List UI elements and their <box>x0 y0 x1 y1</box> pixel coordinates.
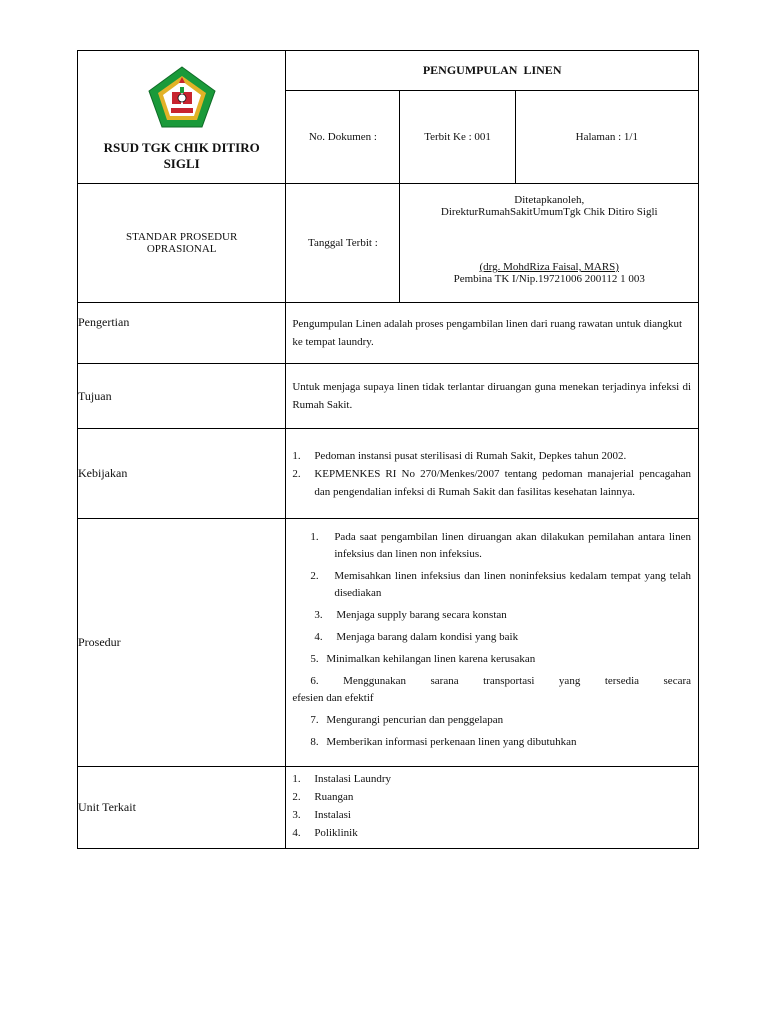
list-item: 7. Mengurangi pencurian dan penggelapan <box>310 714 504 726</box>
pengertian-label: Pengertian <box>78 303 286 364</box>
halaman-label: Halaman : 1/1 <box>515 91 698 184</box>
list-item: 2. Ruangan <box>292 791 354 803</box>
kebijakan-list <box>286 447 698 501</box>
list-item: 5. Minimalkan kehilangan linen karena kerusakan <box>310 653 536 665</box>
list-item: 6. Menggunakan sarana transportasi yang tersedia secara <box>310 675 692 687</box>
tujuan-label: Tujuan <box>78 364 286 429</box>
list-item: 2. KEPMENKES RI No 270/Menkes/2007 tentang pedoman manajerial pencagahan dan pengendalian infeksi di Rumah Sakit dan fasilitas kesehatan lainnya. <box>292 467 691 498</box>
sop-title-cell <box>78 184 286 303</box>
list-item: 3. Instalasi <box>292 809 351 821</box>
pengertian-cell <box>286 303 699 364</box>
unit-terkait-label: Unit Terkait <box>78 767 286 849</box>
prosedur-list <box>286 529 698 751</box>
pembina-nip: Pembina TK I/Nip.19721006 200112 1 003 <box>453 273 645 285</box>
tujuan-text: Untuk menjaga supaya linen tidak terlantar diruangan guna menekan terjadinya infeksi di Rumah Sakit. <box>292 381 691 411</box>
list-item: 2. Memisahkan linen infeksius dan linen noninfeksius kedalam tempat yang telah disediakan <box>310 570 691 599</box>
sop-title-line1: STANDAR PROSEDUR <box>126 231 238 243</box>
sop-document <box>77 50 699 849</box>
list-item-continuation: efesien dan efektif <box>292 692 374 704</box>
sop-title-line2: OPRASIONAL <box>146 243 217 255</box>
list-item: 4. Menjaga barang dalam kondisi yang baik <box>314 631 519 643</box>
direktur-text: DirekturRumahSakitUmumTgk Chik Ditiro Sigli <box>440 206 658 218</box>
prosedur-cell <box>286 519 699 767</box>
kebijakan-cell <box>286 429 699 519</box>
hospital-name-line1: RSUD TGK CHIK DITIRO <box>103 139 260 155</box>
hospital-header-cell <box>78 51 286 184</box>
document-title: PENGUMPULAN LINEN <box>286 51 699 91</box>
hospital-crest-logo <box>147 65 217 129</box>
sop-table <box>77 50 699 849</box>
tujuan-cell <box>286 364 699 429</box>
signer-name: (drg. MohdRiza Faisal, MARS) <box>479 261 619 273</box>
terbit-label: Terbit Ke : 001 <box>400 91 515 184</box>
no-dokumen-label: No. Dokumen : <box>286 91 400 184</box>
pengertian-text: Pengumpulan Linen adalah proses pengambilan linen dari ruang rawatan untuk diangkut ke tempat laundry. <box>292 318 683 348</box>
tanggal-terbit-label: Tanggal Terbit : <box>286 184 400 303</box>
prosedur-label: Prosedur <box>78 519 286 767</box>
list-item: 8. Memberikan informasi perkenaan linen yang dibutuhkan <box>310 736 577 748</box>
unit-terkait-list <box>286 770 698 842</box>
approval-cell <box>400 184 699 303</box>
kebijakan-label: Kebijakan <box>78 429 286 519</box>
list-item: 1. Pedoman instansi pusat sterilisasi di Rumah Sakit, Depkes tahun 2002. <box>292 449 627 462</box>
unit-terkait-cell <box>286 767 699 849</box>
list-item: 1. Instalasi Laundry <box>292 773 391 785</box>
list-item: 3. Menjaga supply barang secara konstan <box>314 609 507 621</box>
list-item: 4. Poliklinik <box>292 827 358 839</box>
hospital-name-line2: SIGLI <box>163 155 200 171</box>
ditetapkan-text: Ditetapkanoleh, <box>514 194 585 206</box>
list-item: 1. Pada saat pengambilan linen diruangan akan dilakukan pemilahan antara linen infeksius dan linen non infeksius. <box>310 531 691 560</box>
